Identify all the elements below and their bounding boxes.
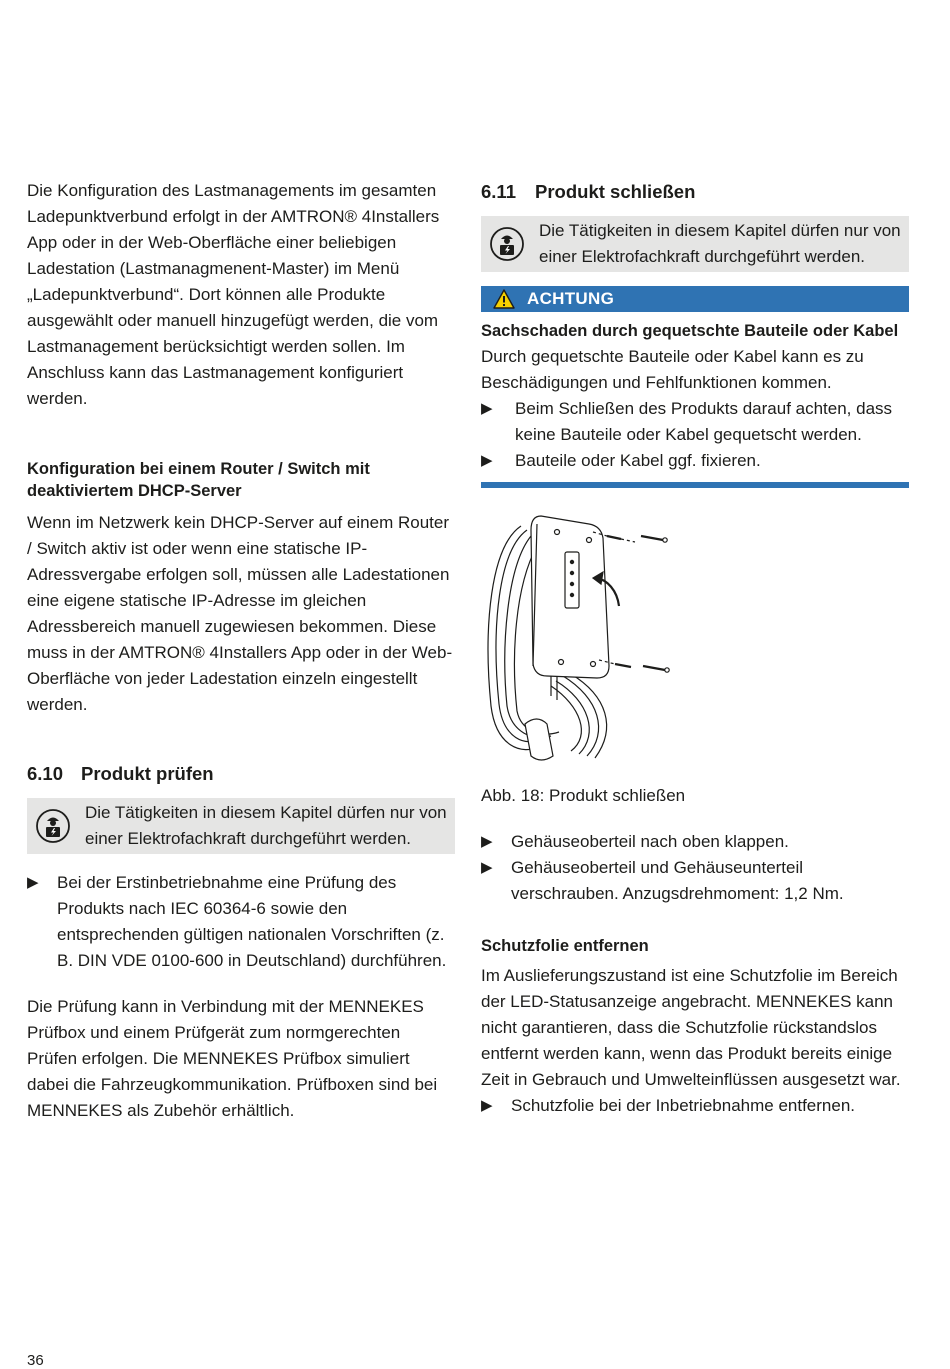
warning-text: Durch gequetschte Bauteile oder Kabel kann es zu Beschädigungen und Fehlfunktionen kommen. bbox=[481, 347, 864, 392]
electrician-icon bbox=[35, 808, 71, 844]
step-item bbox=[481, 396, 909, 448]
intro-paragraph: Die Konfiguration des Lastmanagements im gesamten Ladepunktverbund erfolgt in der AMTRON® 4Installers App oder in der Web-Oberfläche einer beliebigen Ladestation (Lastmanagmenent-Master) im Menü „Ladepunktverbund“. Dort können alle Produkte ausgewählt oder manuell hinzugefügt werden, die vom Lastmanagement berücksichtigt werden sollen. Im Anschluss kann das Lastmanagement konfiguriert werden. bbox=[27, 181, 440, 408]
warning-label: ACHTUNG bbox=[527, 289, 615, 308]
step-text: Gehäuseoberteil nach oben klappen. bbox=[511, 832, 789, 851]
arrow-right-icon: ▶ bbox=[481, 859, 493, 876]
qualification-box bbox=[481, 216, 909, 272]
step-text: Beim Schließen des Produkts darauf achten, dass keine Bauteile oder Kabel gequetscht werden. bbox=[515, 399, 893, 444]
wallbox-illustration bbox=[481, 506, 681, 766]
qualification-box bbox=[27, 798, 455, 854]
left-column bbox=[27, 178, 455, 1124]
arrow-right-icon: ▶ bbox=[481, 400, 493, 417]
warning-rule bbox=[481, 482, 909, 488]
section-title: Produkt schließen bbox=[535, 181, 696, 202]
qualification-text: Die Tätigkeiten in diesem Kapitel dürfen nur von einer Elektrofachkraft durchgeführt werden. bbox=[539, 221, 901, 266]
foil-heading: Schutzfolie entfernen bbox=[481, 937, 649, 955]
step-text: Schutzfolie bei der Inbetriebnahme entfernen. bbox=[511, 1096, 856, 1115]
pruefung-paragraph: Die Prüfung kann in Verbindung mit der MENNEKES Prüfbox und einem Prüfgerät zum normgerechten Prüfen erfolgen. Die MENNEKES Prüfbox simuliert dabei die Fahrzeugkommunikation. Prüfboxen sind bei MENNEKES als Zubehör erhältlich. bbox=[27, 997, 438, 1120]
arrow-right-icon: ▶ bbox=[481, 452, 493, 469]
figure-caption: Abb. 18: Produkt schließen bbox=[481, 786, 686, 805]
step-text: Bauteile oder Kabel ggf. fixieren. bbox=[515, 451, 761, 470]
section-title: Produkt prüfen bbox=[81, 763, 214, 784]
step-item bbox=[481, 855, 909, 907]
step-item bbox=[27, 870, 455, 974]
step-text: Gehäuseoberteil und Gehäuseunterteil verschrauben. Anzugsdrehmoment: 1,2 Nm. bbox=[511, 858, 844, 903]
section-number: 6.10 bbox=[27, 763, 64, 784]
section-6-10-heading bbox=[27, 760, 455, 788]
section-number: 6.11 bbox=[481, 181, 516, 202]
router-paragraph: Wenn im Netzwerk kein DHCP-Server auf einem Router / Switch aktiv ist oder wenn eine statische IP-Adressvergabe erfolgen soll, müssen alle Ladestationen eine eigene statische IP-Adresse im gleichen Adressbereich manuell zugewiesen bekommen. Diese muss in der AMTRON® 4Installers App oder in der Web-Oberfläche von jeder Ladestation einzeln eingestellt werden. bbox=[27, 513, 453, 714]
foil-paragraph: Im Auslieferungszustand ist eine Schutzfolie im Bereich der LED-Statusanzeige angebracht. MENNEKES kann nicht garantieren, dass die Schutzfolie rückstandslos entfernt werden kann, wenn das Produkt bereits einige Zeit in Gebrauch und Umwelteinflüssen ausgesetzt war. bbox=[481, 966, 901, 1089]
step-item bbox=[481, 1093, 909, 1119]
router-heading: Konfiguration bei einem Router / Switch mit deaktiviertem DHCP-Server bbox=[27, 460, 370, 500]
right-column bbox=[481, 178, 909, 1119]
arrow-right-icon: ▶ bbox=[481, 1097, 493, 1114]
step-item bbox=[481, 829, 909, 855]
qualification-text: Die Tätigkeiten in diesem Kapitel dürfen nur von einer Elektrofachkraft durchgeführt werden. bbox=[85, 803, 447, 848]
step-text: Bei der Erstinbetriebnahme eine Prüfung des Produkts nach IEC 60364-6 sowie den entsprechenden gültigen nationalen Vorschriften (z. B. DIN VDE 0100-600 in Deutschland) durchführen. bbox=[57, 873, 447, 970]
section-6-11-heading bbox=[481, 178, 909, 206]
electrician-icon bbox=[489, 226, 525, 262]
page-number: 36 bbox=[27, 1352, 44, 1369]
warning-triangle-icon bbox=[493, 289, 515, 309]
arrow-right-icon: ▶ bbox=[481, 833, 493, 850]
warning-header bbox=[481, 286, 909, 312]
arrow-right-icon: ▶ bbox=[27, 874, 39, 891]
warning-title: Sachschaden durch gequetschte Bauteile oder Kabel bbox=[481, 322, 899, 340]
step-item bbox=[481, 448, 909, 474]
